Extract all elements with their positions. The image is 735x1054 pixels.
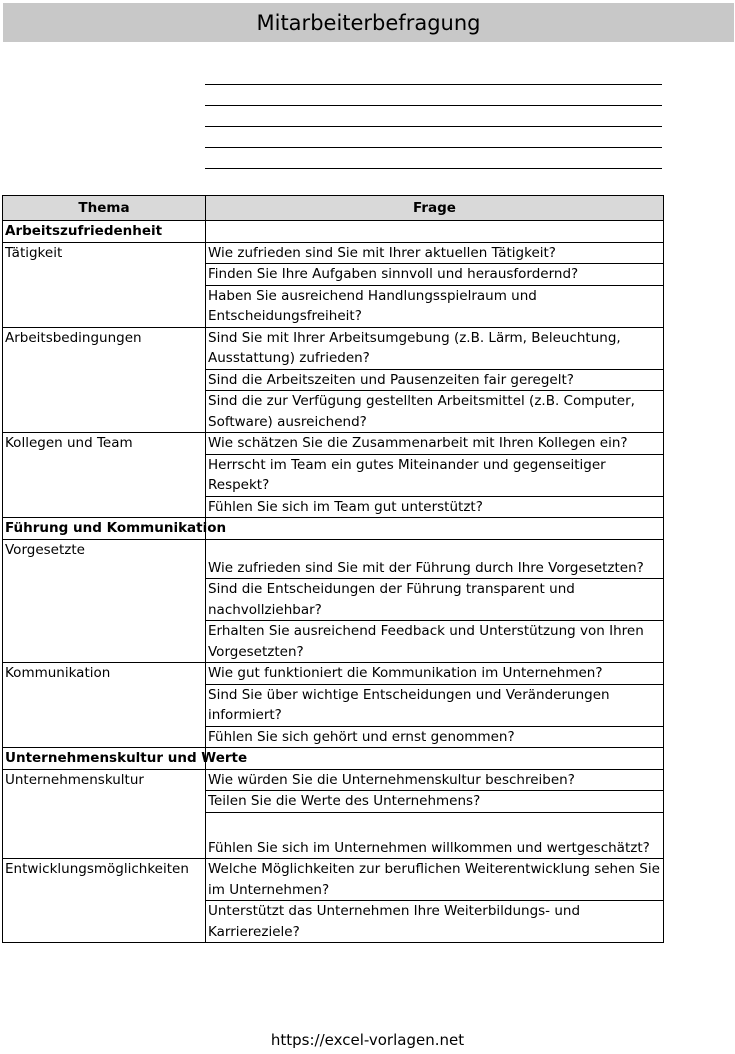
question-cell: Wie zufrieden sind Sie mit der Führung durch Ihre Vorgesetzten? bbox=[206, 539, 664, 579]
table-row bbox=[3, 859, 664, 901]
table-row bbox=[3, 327, 664, 369]
question-cell: Herrscht im Team ein gutes Miteinander und gegenseitiger Respekt? bbox=[206, 454, 664, 496]
field-line[interactable] bbox=[205, 147, 662, 148]
question-cell: Welche Möglichkeiten zur beruflichen Weiterentwicklung sehen Sie im Unternehmen? bbox=[206, 859, 664, 901]
section-title: Arbeitszufriedenheit bbox=[3, 221, 206, 243]
section-empty-cell bbox=[206, 221, 664, 243]
section-title: Unternehmenskultur und Werte bbox=[3, 748, 206, 770]
question-cell: Sind die zur Verfügung gestellten Arbeitsmittel (z.B. Computer, Software) ausreichend? bbox=[206, 391, 664, 433]
question-cell: Sind die Arbeitszeiten und Pausenzeiten fair geregelt? bbox=[206, 369, 664, 391]
page-title: Mitarbeiterbefragung bbox=[256, 10, 481, 35]
section-empty-cell bbox=[206, 518, 664, 540]
table-row bbox=[3, 242, 664, 264]
question-cell: Fühlen Sie sich im Team gut unterstützt? bbox=[206, 496, 664, 518]
question-cell: Fühlen Sie sich im Unternehmen willkommen und wertgeschätzt? bbox=[206, 812, 664, 859]
column-header-question: Frage bbox=[206, 196, 664, 221]
topic-cell: Tätigkeit bbox=[3, 242, 206, 327]
section-empty-cell bbox=[206, 748, 664, 770]
question-cell: Finden Sie Ihre Aufgaben sinnvoll und herausfordernd? bbox=[206, 264, 664, 286]
question-cell: Erhalten Sie ausreichend Feedback und Unterstützung von Ihren Vorgesetzten? bbox=[206, 621, 664, 663]
question-cell: Teilen Sie die Werte des Unternehmens? bbox=[206, 791, 664, 813]
field-line[interactable] bbox=[205, 105, 662, 106]
footer-link[interactable]: https://excel-vorlagen.net bbox=[270, 1031, 465, 1049]
question-cell: Sind Sie mit Ihrer Arbeitsumgebung (z.B. Lärm, Beleuchtung, Ausstattung) zufrieden? bbox=[206, 327, 664, 369]
section-row bbox=[3, 221, 664, 243]
section-row bbox=[3, 748, 664, 770]
table-header-row bbox=[3, 196, 664, 221]
question-cell: Fühlen Sie sich gehört und ernst genommen? bbox=[206, 726, 664, 748]
topic-cell: Unternehmenskultur bbox=[3, 769, 206, 859]
table-row bbox=[3, 769, 664, 791]
section-title: Führung und Kommunikation bbox=[3, 518, 206, 540]
topic-cell: Kollegen und Team bbox=[3, 433, 206, 518]
question-cell: Sind die Entscheidungen der Führung transparent und nachvollziehbar? bbox=[206, 579, 664, 621]
column-header-topic: Thema bbox=[3, 196, 206, 221]
question-cell: Wie zufrieden sind Sie mit Ihrer aktuellen Tätigkeit? bbox=[206, 242, 664, 264]
field-line[interactable] bbox=[205, 168, 662, 169]
topic-cell: Vorgesetzte bbox=[3, 539, 206, 663]
table-row bbox=[3, 663, 664, 685]
topic-cell: Entwicklungsmöglichkeiten bbox=[3, 859, 206, 943]
question-cell: Haben Sie ausreichend Handlungsspielraum und Entscheidungsfreiheit? bbox=[206, 285, 664, 327]
table-row bbox=[3, 433, 664, 455]
field-line[interactable] bbox=[205, 126, 662, 127]
table-row bbox=[3, 539, 664, 579]
survey-table bbox=[2, 195, 664, 943]
question-cell: Wie schätzen Sie die Zusammenarbeit mit Ihren Kollegen ein? bbox=[206, 433, 664, 455]
topic-cell: Arbeitsbedingungen bbox=[3, 327, 206, 433]
question-cell: Sind Sie über wichtige Entscheidungen und Veränderungen informiert? bbox=[206, 684, 664, 726]
question-cell: Wie würden Sie die Unternehmenskultur beschreiben? bbox=[206, 769, 664, 791]
section-row bbox=[3, 518, 664, 540]
page-title-bar bbox=[3, 3, 734, 42]
field-line[interactable] bbox=[205, 84, 662, 85]
question-cell: Wie gut funktioniert die Kommunikation im Unternehmen? bbox=[206, 663, 664, 685]
topic-cell: Kommunikation bbox=[3, 663, 206, 748]
question-cell: Unterstützt das Unternehmen Ihre Weiterbildungs- und Karriereziele? bbox=[206, 901, 664, 943]
